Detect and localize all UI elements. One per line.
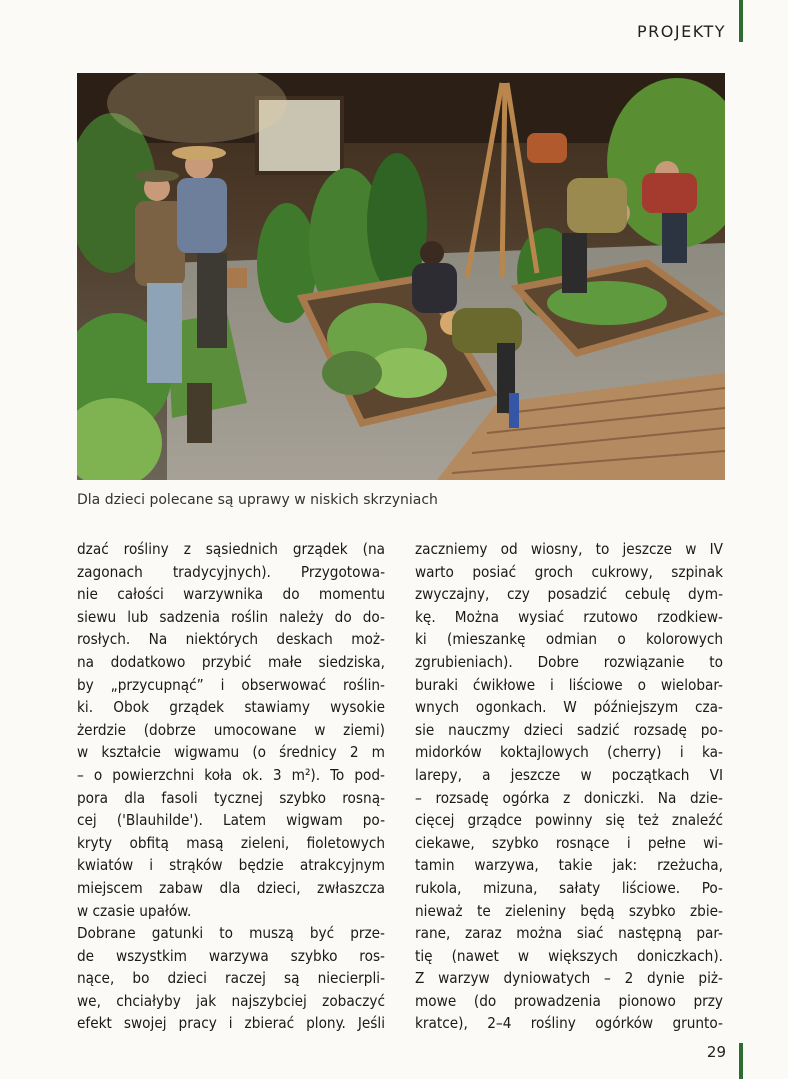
article-column-right — [415, 538, 723, 1035]
section-label: PROJEKTY — [637, 22, 726, 41]
text-line: cięcej grządce powinny się też znaleźć — [415, 811, 723, 830]
garden-photo — [77, 73, 725, 480]
text-line: kratce), 2–4 rośliny ogórków grunto- — [415, 1014, 723, 1033]
photo-caption: Dla dzieci polecane są uprawy w niskich skrzyniach — [77, 492, 438, 508]
text-line: de wszystkim warzywa szybko ros- — [77, 946, 385, 965]
text-line: w kształcie wigwamu (o średnicy 2 m — [77, 743, 385, 762]
text-line: zagonach tradycyjnych). Przygotowa- — [77, 562, 385, 581]
text-line: Dobrane gatunki to muszą być prze- — [77, 924, 385, 943]
text-line: ki (mieszankę odmian o kolorowych — [415, 630, 723, 649]
text-line: kę. Można wysiać rzutowo rzodkiew- — [415, 607, 723, 626]
text-line: by „przycupnąć” i obserwować roślin- — [77, 675, 385, 694]
text-line: Z warzyw dyniowatych – 2 dynie piż- — [415, 969, 723, 988]
footer-accent-bar — [739, 1043, 743, 1079]
text-line: cej ('Blauhilde'). Latem wigwam po- — [77, 811, 385, 830]
text-line: kwiatów i strąków będzie atrakcyjnym — [77, 856, 385, 875]
text-line: warto posiać groch cukrowy, szpinak — [415, 562, 723, 581]
text-line: efekt swojej pracy i zbierać plony. Jeśli — [77, 1014, 385, 1033]
text-line: dzać rośliny z sąsiednich grządek (na — [77, 540, 385, 558]
text-line: midorków koktajlowych (cherry) i ka- — [415, 743, 723, 762]
text-line: pora dla fasoli tycznej szybko rosną- — [77, 788, 385, 807]
header-accent-bar — [739, 0, 743, 42]
article-column-left — [77, 538, 385, 1035]
text-line: zaczniemy od wiosny, to jeszcze w IV — [415, 540, 723, 558]
garden-photo-illustration — [77, 73, 725, 480]
text-line: tamin warzywa, takie jak: rzeżucha, — [415, 856, 723, 875]
text-line: kryty obfitą masą zieleni, fioletowych — [77, 833, 385, 852]
text-line: wnych ogonkach. W późniejszym cza- — [415, 698, 723, 717]
text-line: mowe (do prowadzenia pionowo przy — [415, 991, 723, 1010]
text-line: w czasie upałów. — [77, 901, 192, 920]
text-line: rane, zaraz można siać następną par- — [415, 924, 723, 943]
text-line: nące, bo dzieci raczej są niecierpli- — [77, 969, 385, 988]
text-line: ki. Obok grządek stawiamy wysokie — [77, 698, 385, 717]
text-line: siewu lub sadzenia roślin należy do do- — [77, 607, 385, 626]
text-line: ciekawe, szybko rosnące i pełne wi- — [415, 833, 723, 852]
text-line: larepy, a jeszcze w początkach VI — [415, 765, 723, 784]
text-line: rosłych. Na niektórych deskach moż- — [77, 630, 385, 649]
text-line: we, chciałyby jak najszybciej zobaczyć — [77, 991, 385, 1010]
text-line: – rozsadę ogórka z doniczki. Na dzie- — [415, 788, 723, 807]
text-line: sie nauczmy dzieci sadzić rozsadę po- — [415, 720, 723, 739]
text-line: rukola, mizuna, sałaty liściowe. Po- — [415, 878, 723, 897]
text-line: tię (nawet w większych doniczkach). — [415, 946, 723, 965]
text-line: miejscem zabaw dla dzieci, zwłaszcza — [77, 878, 385, 897]
page-number: 29 — [706, 1043, 726, 1061]
text-line: – o powierzchni koła ok. 3 m²). To pod- — [77, 765, 385, 784]
text-line: nie całości warzywnika do momentu — [77, 585, 385, 604]
text-line: buraki ćwikłowe i liściowe o wielobar- — [415, 675, 723, 694]
text-line: na dodatkowo przybić małe siedziska, — [77, 652, 385, 671]
text-line: zwyczajny, czy posadzić cebulę dym- — [415, 585, 723, 604]
text-line: zgrubieniach). Dobre rozwiązanie to — [415, 652, 723, 671]
text-line: żerdzie (dobrze umocowane w ziemi) — [77, 720, 385, 739]
text-line: nieważ te zieleniny będą szybko zbie- — [415, 901, 723, 920]
